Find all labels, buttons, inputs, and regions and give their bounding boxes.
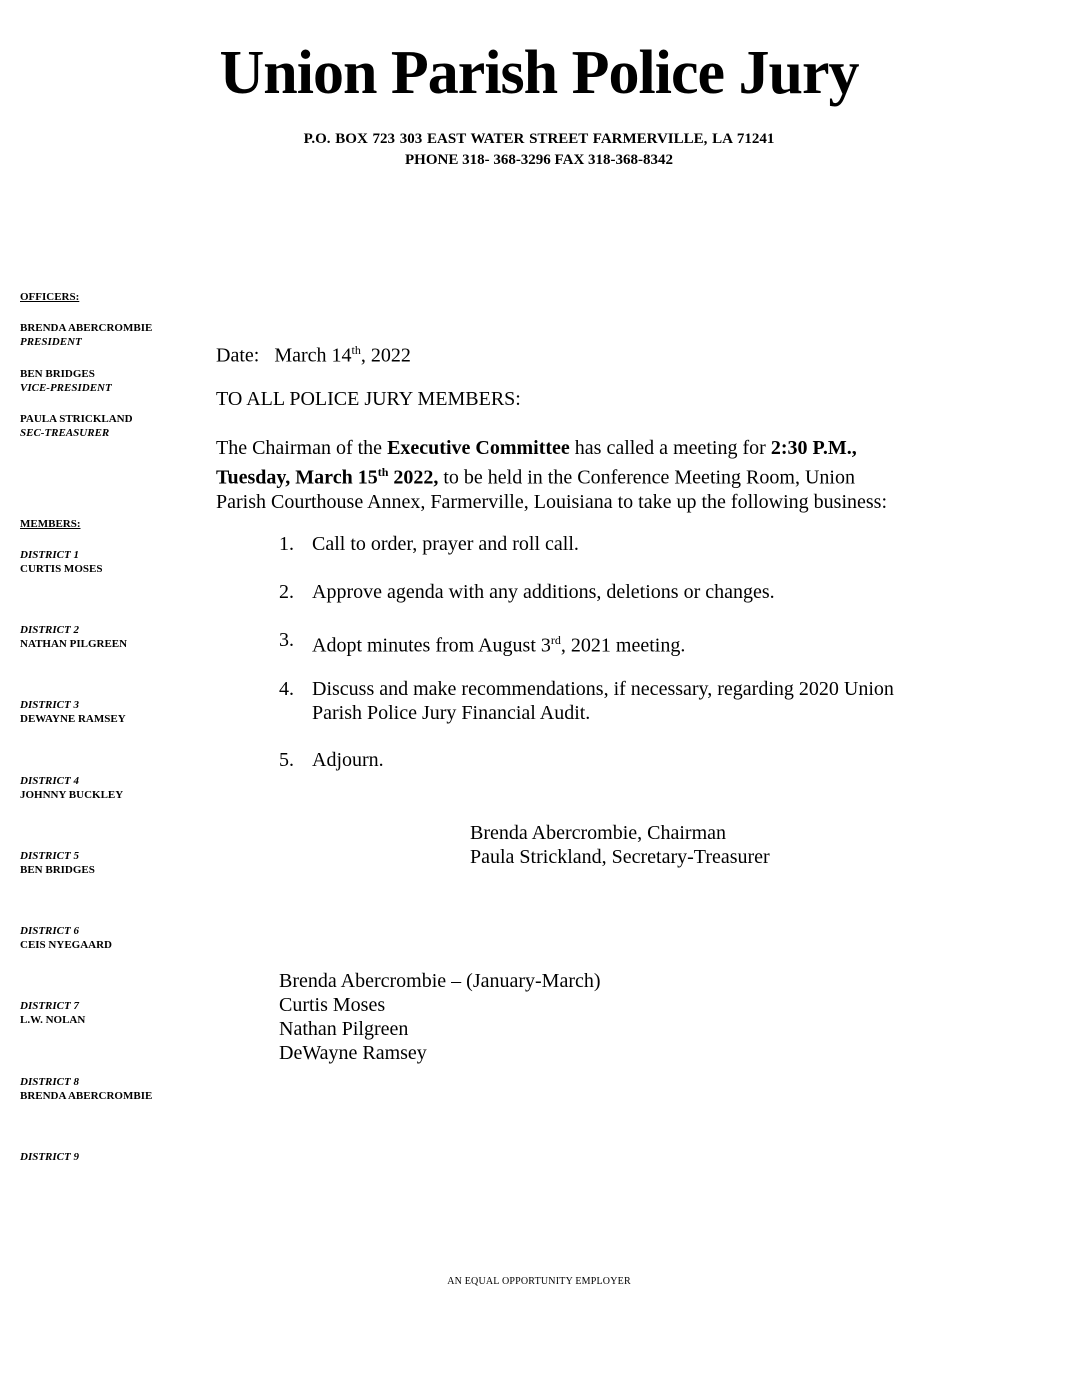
officer-role: VICE-PRESIDENT	[20, 382, 112, 394]
agenda-number: 3.	[279, 629, 294, 651]
member-district: DISTRICT 1	[20, 549, 79, 561]
member-district: DISTRICT 6	[20, 925, 79, 937]
committee-member: DeWayne Ramsey	[279, 1042, 427, 1064]
member-entry	[20, 548, 102, 576]
officer-entry	[20, 367, 112, 395]
agenda-item: Discuss and make recommendations, if necessary, regarding 2020 Union Parish Police Jury Financial Audit.	[312, 678, 894, 724]
salutation: TO ALL POLICE JURY MEMBERS:	[216, 388, 521, 410]
member-name: CEIS NYEGAARD	[20, 939, 112, 951]
agenda-item: Adjourn.	[312, 749, 384, 771]
member-district: DISTRICT 3	[20, 699, 79, 711]
member-name: NATHAN PILGREEN	[20, 638, 128, 650]
intro-line: The Chairman of the Executive Committee has called a meeting for 2:30 P.M.,	[216, 437, 857, 459]
member-entry	[20, 1150, 79, 1164]
agenda-number: 2.	[279, 581, 294, 603]
date-value: March 14	[274, 344, 352, 367]
member-district: DISTRICT 7	[20, 1000, 79, 1012]
meeting-year: 2022,	[388, 466, 439, 489]
member-name: CURTIS MOSES	[20, 563, 103, 575]
letterhead-address: P.O. BOX 723 303 EAST WATER STREET FARMERVILLE, LA 71241	[303, 131, 775, 147]
committee-name: Executive Committee	[387, 437, 570, 459]
letterhead-title: Union Parish Police Jury	[219, 39, 859, 107]
member-entry	[20, 623, 127, 651]
member-district: DISTRICT 2	[20, 624, 79, 636]
letter-date	[216, 338, 411, 368]
agenda-number: 4.	[279, 678, 294, 700]
agenda-item: Call to order, prayer and roll call.	[312, 533, 579, 555]
member-district: DISTRICT 8	[20, 1076, 79, 1088]
date-suffix: th	[351, 343, 361, 357]
meeting-time: 2:30 P.M.,	[770, 437, 857, 459]
member-name: BRENDA ABERCROMBIE	[20, 1090, 153, 1102]
member-district: DISTRICT 4	[20, 775, 79, 787]
member-name: JOHNNY BUCKLEY	[20, 789, 124, 801]
signer-name: Brenda Abercrombie, Chairman	[470, 822, 727, 844]
letterhead-phone: PHONE 318- 368-3296 FAX 318-368-8342	[404, 152, 674, 168]
committee-member: Curtis Moses	[279, 994, 386, 1016]
members-heading: MEMBERS:	[20, 518, 81, 530]
signer-name: Paula Strickland, Secretary-Treasurer	[470, 846, 770, 868]
intro-line: Tuesday, March 15th 2022, to be held in the Conference Meeting Room, Union	[216, 465, 855, 489]
committee-list	[279, 969, 601, 1065]
signature-block	[470, 821, 770, 869]
footer-text: AN EQUAL OPPORTUNITY EMPLOYER	[447, 1276, 631, 1287]
officer-name: BRENDA ABERCROMBIE	[20, 322, 153, 334]
date-year: , 2022	[360, 344, 411, 367]
member-entry	[20, 924, 112, 952]
intro-paragraph	[216, 436, 956, 514]
officer-name: PAULA STRICKLAND	[20, 413, 133, 425]
member-entry	[20, 698, 126, 726]
officer-entry	[20, 321, 152, 349]
officer-role: SEC-TREASURER	[20, 427, 110, 439]
member-entry	[20, 849, 95, 877]
member-entry	[20, 999, 85, 1027]
officers-heading: OFFICERS:	[20, 291, 80, 303]
member-name: BEN BRIDGES	[20, 864, 95, 876]
agenda-number: 1.	[279, 533, 294, 555]
member-district: DISTRICT 9	[20, 1151, 79, 1163]
meeting-day: Tuesday, March 15	[216, 466, 378, 489]
member-name: L.W. NOLAN	[20, 1014, 86, 1026]
agenda-number: 5.	[279, 749, 294, 771]
member-entry	[20, 774, 123, 802]
intro-line: Parish Courthouse Annex, Farmerville, Louisiana to take up the following business:	[216, 490, 888, 513]
officer-role: PRESIDENT	[20, 336, 82, 348]
officer-name: BEN BRIDGES	[20, 368, 95, 380]
member-district: DISTRICT 5	[20, 850, 79, 862]
committee-member: Brenda Abercrombie – (January-March)	[279, 970, 601, 992]
committee-member: Nathan Pilgreen	[279, 1018, 409, 1040]
member-name: DEWAYNE RAMSEY	[20, 713, 126, 725]
agenda-item: Approve agenda with any additions, deletions or changes.	[312, 581, 775, 603]
member-entry	[20, 1075, 152, 1103]
agenda-item: Adopt minutes from August 3rd, 2021 meeting.	[312, 633, 686, 657]
date-label: Date:	[216, 344, 260, 367]
officer-entry	[20, 412, 133, 440]
